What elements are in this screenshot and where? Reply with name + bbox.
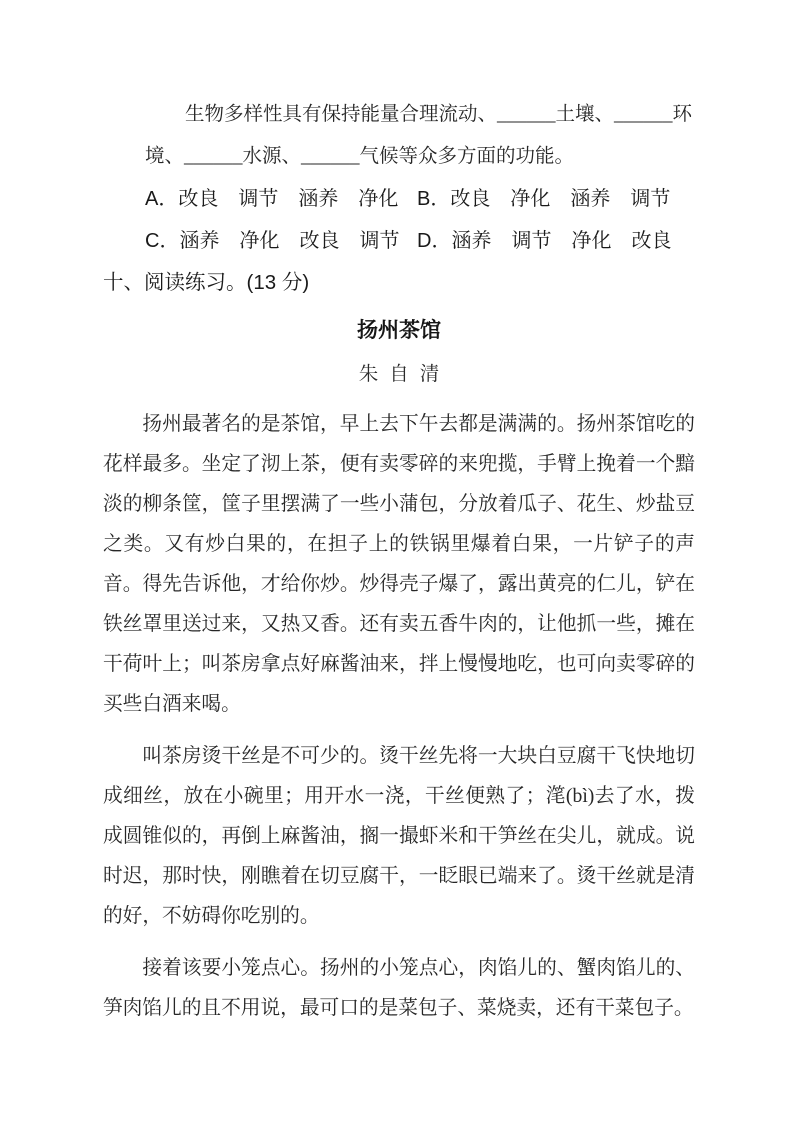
article-author: 朱自清 — [358, 364, 451, 385]
article-paragraph-2: 叫茶房烫干丝是不可少的。烫干丝先将一大块白豆腐干飞快地切成细丝，放在小碗里；用开水一浇，干丝便熟了；滗(bì)去了水，拨成圆锥似的，再倒上麻酱油，搁一撮虾米和干笋丝在尖儿，就成。说时迟，那时快，刚瞧着在切豆腐干，一眨眼已端来了。烫干丝就是清的好，不妨碍你吃别的。 — [103, 745, 695, 927]
option-b: B．改良 净化 涵养 调节 — [417, 188, 671, 210]
article-paragraph-1: 扬州最著名的是茶馆，早上去下午去都是满满的。扬州茶馆吃的花样最多。坐定了沏上茶，便有卖零碎的来兜揽，手臂上挽着一个黯淡的柳条筐，筐子里摆满了一些小蒲包，分放着瓜子、花生、炒盐豆之类。又有炒白果的，在担子上的铁锅里爆着白果，一片铲子的声音。得先告诉他，才给你炒。炒得壳子爆了，露出黄亮的仁儿，铲在铁丝罩里送过来，又热又香。还有卖五香牛肉的，让他抓一些，摊在干荷叶上；叫茶房拿点好麻酱油来，拌上慢慢地吃，也可向卖零碎的买些白酒来喝。 — [103, 413, 695, 715]
options-row-2 — [145, 220, 695, 262]
option-d: D．涵养 调节 净化 改良 — [417, 230, 672, 252]
question-stem-line-2: 境、______水源、______气候等众多方面的功能。 — [145, 146, 575, 167]
article-paragraph-3: 接着该要小笼点心。扬州的小笼点心，肉馅儿的、蟹肉馅儿的、笋肉馅儿的且不用说，最可口的是菜包子、菜烧卖，还有干菜包子。 — [103, 957, 695, 1019]
article-title: 扬州茶馆 — [357, 319, 441, 342]
option-a: A．改良 调节 涵养 净化 — [145, 188, 399, 210]
option-c: C．涵养 净化 改良 调节 — [145, 230, 400, 252]
question-stem-line-1: 生物多样性具有保持能量合理流动、______土壤、______环 — [185, 104, 693, 125]
article — [103, 314, 695, 1028]
question-block — [103, 94, 695, 262]
question-stem — [145, 94, 695, 178]
options-row-1 — [145, 178, 695, 220]
section-heading: 十、阅读练习。(13 分) — [103, 271, 310, 294]
